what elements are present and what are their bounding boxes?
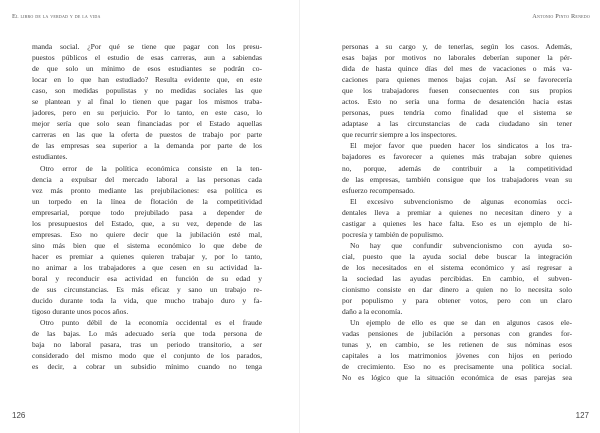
text-line: se plantean y al final lo tienen que pagar los mismos traba-: [32, 97, 262, 107]
text-line: capitales a los matrimonios jóvenes con hijos en periodo: [342, 351, 572, 361]
text-line: la sociedad las ayudas percibidas. En cambio, el subven-: [342, 273, 572, 283]
text-line: ducido durante toda la vida, que mucho trabajo duro y fa-: [32, 296, 262, 306]
running-head-left: El libro de la verdad y de la vida: [12, 13, 101, 20]
left-page-body: [32, 41, 262, 372]
text-line: dentales lleva a premiar a quienes no necesitan dinero y a: [342, 207, 572, 217]
text-line: daño a la economía.: [342, 307, 403, 317]
text-line: cial, puesto que la ayuda social debe buscar la integración: [342, 251, 572, 261]
text-line: jadores, pero en su perjuicio. Por lo tanto, en este caso, lo: [32, 108, 262, 118]
text-line: castigar a quienes les hace falta. Eso es un ejemplo de hi-: [342, 218, 572, 228]
text-line: empresas. Eso no quiere decir que la jubilación esté mal,: [32, 229, 262, 239]
text-line: El mejor favor que pueden hacer los sindicatos a los tra-: [350, 141, 572, 151]
text-line: dencia a expulsar del mercado laboral a las personas cada: [32, 174, 262, 184]
text-line: boral y reconducir esa actividad en función de su edad y: [32, 273, 262, 283]
text-line: de los necesitados en el sistema económico y así regresar a: [342, 262, 572, 272]
text-line: locar en lo que han estudiado? Resulta evidente que, en este: [32, 75, 262, 85]
text-line: de las empresas, también consigue que los trabajadores vean su: [342, 174, 572, 184]
text-line: de las bajas. Lo más adecuado sería que toda persona de: [32, 329, 262, 339]
text-line: personas a su cargo y, de tenerlas, según los casos. Además,: [342, 42, 572, 51]
text-line: manda social. ¿Por qué se tiene que pagar con los presu-: [32, 42, 262, 51]
text-line: considerado del mismo modo que el conjunto de los parados,: [32, 351, 262, 361]
text-line: de las empresas sea superior a la demanda por parte de los: [32, 141, 262, 151]
text-line: hacer es premiar a quienes quieren trabajar y, por lo tanto,: [32, 251, 262, 261]
text-line: tunas y, en cambio, se les retienen de sus nóminas esos: [342, 340, 572, 350]
text-line: No hay que confundir subvencionismo con ayuda so-: [350, 240, 572, 250]
text-line: estudiantes.: [32, 152, 68, 162]
text-line: sino más bien que el sistema económico lo que debe de: [32, 240, 262, 250]
text-line: un torpedo en la línea de flotación de la competitividad: [32, 196, 262, 206]
text-line: actos. Esto no sería una forma de desatención hacia estas: [342, 97, 572, 107]
text-line: mejor sería que solo sean financiadas por el Estado aquellas: [32, 119, 262, 129]
text-line: que los trabajadores fuesen consecuentes con sus propios: [342, 86, 572, 96]
text-line: empresarial, porque todo prejubilado pasa a depender de: [32, 207, 262, 217]
text-line: no animar a los trabajadores a que cesen en su actividad la-: [32, 262, 262, 272]
text-line: no, porque, además de contribuir a la competitividad: [342, 163, 572, 173]
page-number-right: 127: [575, 411, 589, 420]
text-line: dida de hasta quince días del mes de vacaciones o más va-: [342, 64, 572, 74]
text-line: personas, pues tendría como finalidad que el sistema se: [342, 108, 572, 118]
text-line: tigoso durante unos pocos años.: [32, 307, 129, 317]
text-line: adaptase a las circunstancias de cada ciudadano sin tener: [342, 119, 572, 129]
text-line: puestos públicos el estudio de esas carreras, aun a sabiendas: [32, 53, 262, 63]
text-line: de que solo un mínimo de esos estudiantes se podrán co-: [32, 64, 262, 74]
page-number-left: 126: [12, 411, 26, 420]
text-line: baja no laboral pasara, tras un periodo transitorio, a ser: [32, 340, 262, 350]
text-line: carreras en las que la oferta de puestos de trabajo por parte: [32, 130, 262, 140]
text-line: El excesivo subvencionismo de algunas economías occi-: [350, 196, 572, 206]
text-line: Otro punto débil de la economía occidental es el fraude: [40, 318, 262, 328]
running-head-right: Antonio Pinto Renedo: [532, 13, 590, 20]
text-line: los presupuestos del Estado, que, a su vez, depende de las: [32, 218, 262, 228]
text-line: bajadores es favorecer a quienes más trabajan sobre quienes: [342, 152, 572, 162]
text-line: vadas pensiones de jubilación a personas con grandes for-: [342, 329, 572, 339]
right-page-body: [342, 41, 572, 383]
text-line: es decir, a cobrar un subsidio mínimo cuando no tenga: [32, 362, 262, 372]
text-line: esfuerzo recompensado.: [342, 185, 415, 195]
text-line: que recurrir siempre a los inspectores.: [342, 130, 457, 140]
text-line: cionismo consiste en dar dinero a quien no lo necesita solo: [342, 285, 572, 295]
text-line: por populismo y para obtener votos, pero con un claro: [342, 296, 572, 306]
text-line: No es lógico que la situación económica de esas parejas sea: [342, 373, 572, 383]
text-line: pocresía y también de populismo.: [342, 229, 444, 239]
right-page: [300, 0, 600, 433]
text-line: Otro error de la política económica consiste en la ten-: [40, 163, 262, 173]
text-line: caso, son medidas populistas y no medidas sociales las que: [32, 86, 262, 96]
text-line: de crecimiento. Eso no es precisamente una política social.: [342, 362, 572, 372]
text-line: vez más pronto mediante las prejubilaciones: esa política es: [32, 185, 262, 195]
text-line: de sus circunstancias. Es más eficaz y sano un trabajo re-: [32, 285, 262, 295]
text-line: esas bajas por motivos no laborales deberían suponer la pér-: [342, 53, 572, 63]
text-line: caciones para quienes menos bajas cojan. Así se favorecería: [342, 75, 572, 85]
text-line: Un ejemplo de ello es que se dan en algunos casos ele-: [350, 318, 572, 328]
